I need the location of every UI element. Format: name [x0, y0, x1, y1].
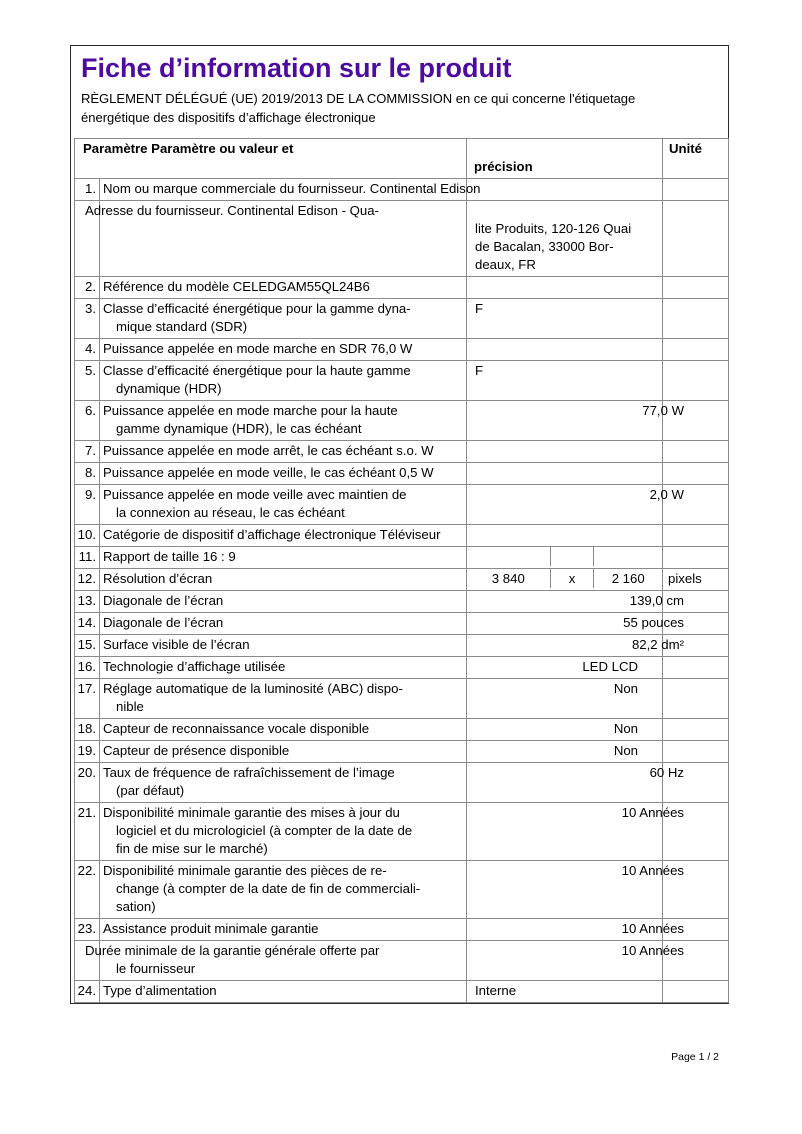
- parameter-cell: [100, 741, 467, 763]
- table-row: [75, 613, 729, 635]
- parameter-cell: [100, 679, 467, 719]
- parameter-line: Assistance produit minimale garantie: [103, 921, 319, 936]
- product-table-body: [75, 139, 729, 1003]
- table-row: [75, 981, 729, 1003]
- table-row: [75, 299, 729, 339]
- value-cell: [467, 635, 685, 657]
- value-cell: [467, 941, 685, 981]
- value-text: 77,0 W: [642, 403, 685, 418]
- resolution-subrow: [467, 569, 662, 588]
- parameter-line: Réglage automatique de la luminosité (ABC) dispo-: [103, 681, 403, 696]
- value-text: 2,0 W: [649, 487, 685, 502]
- value-text: 10 Années: [621, 943, 685, 958]
- value-text: de Bacalan, 33000 Bor-: [475, 239, 614, 254]
- unit-cell: [663, 339, 729, 361]
- value-cell: [467, 299, 663, 339]
- table-row: [75, 569, 729, 591]
- value-cell: [467, 981, 663, 1003]
- parameter-cell: [100, 591, 467, 613]
- parameter-line: dynamique (HDR): [116, 381, 222, 396]
- unit-cell: [663, 299, 729, 339]
- parameter-cell: [100, 463, 467, 485]
- value-cell: [467, 277, 663, 299]
- table-row: [75, 361, 729, 401]
- row-number: 6.: [75, 401, 100, 441]
- resolution-subrow: [467, 547, 662, 566]
- parameter-cell: [100, 803, 467, 861]
- value-text: 82,2 dm²: [631, 637, 685, 652]
- row-number: 20.: [75, 763, 100, 803]
- parameter-cell: [100, 299, 467, 339]
- row-number: 8.: [75, 463, 100, 485]
- table-row: [75, 741, 729, 763]
- value-cell: [467, 401, 685, 441]
- parameter-line: le fournisseur: [116, 961, 196, 976]
- value-cell: [467, 463, 663, 485]
- value-text: Interne: [475, 983, 517, 998]
- header-precision-cell: [467, 139, 663, 179]
- value-subcell: 3 840: [491, 571, 525, 586]
- value-text: Non: [613, 721, 639, 736]
- header-unite-cell: Unité: [663, 139, 729, 179]
- value-cell: [467, 679, 663, 719]
- unit-cell: [663, 525, 729, 547]
- parameter-cell: [100, 763, 467, 803]
- table-row: [75, 463, 729, 485]
- regulation-text: [81, 89, 718, 127]
- header-precision-label: précision: [474, 159, 533, 174]
- value-cell: [467, 201, 663, 277]
- value-cell: [467, 763, 685, 803]
- value-subcell: [550, 547, 594, 566]
- parameter-line: Puissance appelée en mode marche en SDR 76,0 W: [103, 341, 413, 356]
- row-number: 3.: [75, 299, 100, 339]
- parameter-cell: [100, 861, 467, 919]
- row-number: 2.: [75, 277, 100, 299]
- value-text: LED LCD: [582, 659, 639, 674]
- row-number: 12.: [75, 569, 100, 591]
- parameter-line: nible: [116, 699, 144, 714]
- table-row: [75, 679, 729, 719]
- parameter-line: Résolution d’écran: [103, 571, 213, 586]
- parameter-cell: [100, 525, 467, 547]
- table-header-row: [75, 139, 729, 179]
- value-text: 10 Années: [621, 921, 685, 936]
- table-row: [75, 201, 729, 277]
- value-cell: [467, 657, 663, 679]
- row-number: 14.: [75, 613, 100, 635]
- unit-cell: [663, 361, 729, 401]
- parameter-cell: [100, 719, 467, 741]
- value-cell: [467, 569, 663, 591]
- regulation-line-1: RÈGLEMENT DÉLÉGUÉ (UE) 2019/2013 DE LA COMMISSION en ce qui concerne l'étiquetage: [81, 91, 636, 106]
- value-cell: [467, 525, 663, 547]
- parameter-line: Puissance appelée en mode arrêt, le cas échéant s.o. W: [103, 443, 434, 458]
- table-row: [75, 919, 729, 941]
- parameter-line: Puissance appelée en mode veille, le cas échéant 0,5 W: [103, 465, 434, 480]
- unit-cell: [663, 657, 729, 679]
- parameter-cell: [85, 941, 467, 981]
- row-number: 16.: [75, 657, 100, 679]
- page-title: Fiche d’information sur le produit: [81, 53, 512, 83]
- table-row: [75, 179, 729, 201]
- row-number: 15.: [75, 635, 100, 657]
- row-number: 21.: [75, 803, 100, 861]
- parameter-cell: [100, 657, 467, 679]
- value-cell: [467, 591, 685, 613]
- table-row: [75, 547, 729, 569]
- unit-cell: [663, 179, 729, 201]
- table-row: [75, 719, 729, 741]
- parameter-line: Disponibilité minimale garantie des pièces de re-: [103, 863, 387, 878]
- value-text: F: [475, 363, 484, 378]
- row-number: 1.: [75, 179, 100, 201]
- row-number: 13.: [75, 591, 100, 613]
- parameter-line: Classe d’efficacité énergétique pour la haute gamme: [103, 363, 411, 378]
- row-number: 11.: [75, 547, 100, 569]
- value-cell: [467, 803, 685, 861]
- value-cell: [467, 361, 663, 401]
- parameter-cell: [85, 201, 467, 277]
- table-row: [75, 861, 729, 919]
- parameter-line: Catégorie de dispositif d’affichage électronique Téléviseur: [103, 527, 441, 542]
- unit-cell: pixels: [663, 569, 729, 591]
- parameter-line: change (à compter de la date de fin de commerciali-: [116, 881, 421, 896]
- value-text: deaux, FR: [475, 257, 536, 272]
- parameter-cell: [100, 613, 467, 635]
- parameter-line: Adresse du fournisseur. Continental Edison - Qua-: [85, 203, 379, 218]
- parameter-cell: [100, 569, 467, 591]
- parameter-cell: [100, 919, 467, 941]
- value-text: Non: [613, 743, 639, 758]
- value-text: Non: [613, 681, 639, 696]
- unit-cell: [663, 441, 729, 463]
- row-number: 10.: [75, 525, 100, 547]
- value-text: [469, 202, 660, 220]
- row-number: 5.: [75, 361, 100, 401]
- product-table: [74, 138, 729, 1003]
- parameter-line: la connexion au réseau, le cas échéant: [116, 505, 345, 520]
- product-fiche-sheet: [70, 45, 729, 1004]
- header-parametre-label: Paramètre Paramètre ou valeur et: [83, 141, 294, 156]
- row-number: 23.: [75, 919, 100, 941]
- parameter-cell: [100, 339, 467, 361]
- unit-cell: [663, 201, 729, 277]
- parameter-cell: [100, 441, 467, 463]
- parameter-line: Nom ou marque commerciale du fournisseur. Continental Edison: [103, 181, 481, 196]
- value-cell: [467, 613, 685, 635]
- parameter-line: Diagonale de l’écran: [103, 615, 224, 630]
- value-text: 10 Années: [621, 863, 685, 878]
- parameter-line: Puissance appelée en mode veille avec maintien de: [103, 487, 407, 502]
- value-text: 60 Hz: [649, 765, 685, 780]
- unit-cell: [663, 741, 729, 763]
- parameter-line: logiciel et du micrologiciel (à compter de la date de: [116, 823, 413, 838]
- value-cell: [467, 179, 663, 201]
- value-cell: [467, 485, 685, 525]
- row-number: 19.: [75, 741, 100, 763]
- unit-cell: [663, 463, 729, 485]
- value-cell: [467, 719, 663, 741]
- value-subcell: 2 160: [593, 569, 662, 588]
- row-number: 7.: [75, 441, 100, 463]
- value-text: F: [475, 301, 484, 316]
- parameter-cell: [100, 635, 467, 657]
- parameter-line: Capteur de reconnaissance vocale disponible: [103, 721, 370, 736]
- row-number: 24.: [75, 981, 100, 1003]
- unit-cell: [663, 719, 729, 741]
- parameter-line: Référence du modèle CELEDGAM55QL24B6: [103, 279, 370, 294]
- parameter-cell: [100, 277, 467, 299]
- parameter-line: Puissance appelée en mode marche pour la haute: [103, 403, 398, 418]
- page-number: Page 1 / 2: [671, 1051, 719, 1063]
- parameter-cell: [100, 547, 467, 569]
- table-row: [75, 657, 729, 679]
- parameter-line: gamme dynamique (HDR), le cas échéant: [116, 421, 362, 436]
- parameter-line: (par défaut): [116, 783, 185, 798]
- row-number: 9.: [75, 485, 100, 525]
- table-row: [75, 441, 729, 463]
- table-row: [75, 485, 729, 525]
- value-cell: [467, 919, 685, 941]
- table-row: [75, 339, 729, 361]
- unit-cell: [663, 547, 729, 569]
- parameter-cell: [100, 361, 467, 401]
- parameter-cell: [100, 401, 467, 441]
- value-cell: [467, 339, 663, 361]
- value-subcell: [467, 547, 550, 566]
- unit-cell: [663, 981, 729, 1003]
- parameter-line: Technologie d’affichage utilisée: [103, 659, 286, 674]
- table-row: [75, 635, 729, 657]
- parameter-cell: [100, 179, 481, 201]
- parameter-line: Disponibilité minimale garantie des mises à jour du: [103, 805, 400, 820]
- table-row: [75, 763, 729, 803]
- table-row: [75, 803, 729, 861]
- unit-cell: [663, 679, 729, 719]
- value-text: 139,0 cm: [629, 593, 685, 608]
- value-cell: [467, 741, 663, 763]
- regulation-line-2: énergétique des dispositifs d’affichage électronique: [81, 110, 376, 125]
- parameter-line: Surface visible de l’écran: [103, 637, 250, 652]
- parameter-cell: [100, 981, 467, 1003]
- value-text: lite Produits, 120-126 Quai: [475, 221, 632, 236]
- table-row: [75, 591, 729, 613]
- value-cell: [467, 861, 685, 919]
- table-row: [75, 941, 729, 981]
- header-parametre-cell: [75, 139, 467, 179]
- parameter-cell: [100, 485, 467, 525]
- parameter-line: Type d’alimentation: [103, 983, 217, 998]
- table-row: [75, 277, 729, 299]
- value-text: 55 pouces: [623, 615, 685, 630]
- parameter-line: Classe d’efficacité énergétique pour la gamme dyna-: [103, 301, 411, 316]
- unit-cell: [663, 277, 729, 299]
- parameter-line: Capteur de présence disponible: [103, 743, 290, 758]
- parameter-line: mique standard (SDR): [116, 319, 248, 334]
- parameter-line: sation): [116, 899, 156, 914]
- value-subcell: [593, 547, 662, 566]
- parameter-line: Taux de fréquence de rafraîchissement de l’image: [103, 765, 395, 780]
- parameter-line: fin de mise sur le marché): [116, 841, 268, 856]
- row-number: 4.: [75, 339, 100, 361]
- row-number: 18.: [75, 719, 100, 741]
- parameter-line: Diagonale de l’écran: [103, 593, 224, 608]
- table-row: [75, 401, 729, 441]
- value-cell: [467, 547, 663, 569]
- row-number: 22.: [75, 861, 100, 919]
- value-cell: [467, 441, 663, 463]
- row-number: 17.: [75, 679, 100, 719]
- table-row: [75, 525, 729, 547]
- parameter-line: Durée minimale de la garantie générale offerte par: [85, 943, 380, 958]
- value-subcell: x: [550, 569, 594, 588]
- parameter-line: Rapport de taille 16 : 9: [103, 549, 236, 564]
- value-text: 10 Années: [621, 805, 685, 820]
